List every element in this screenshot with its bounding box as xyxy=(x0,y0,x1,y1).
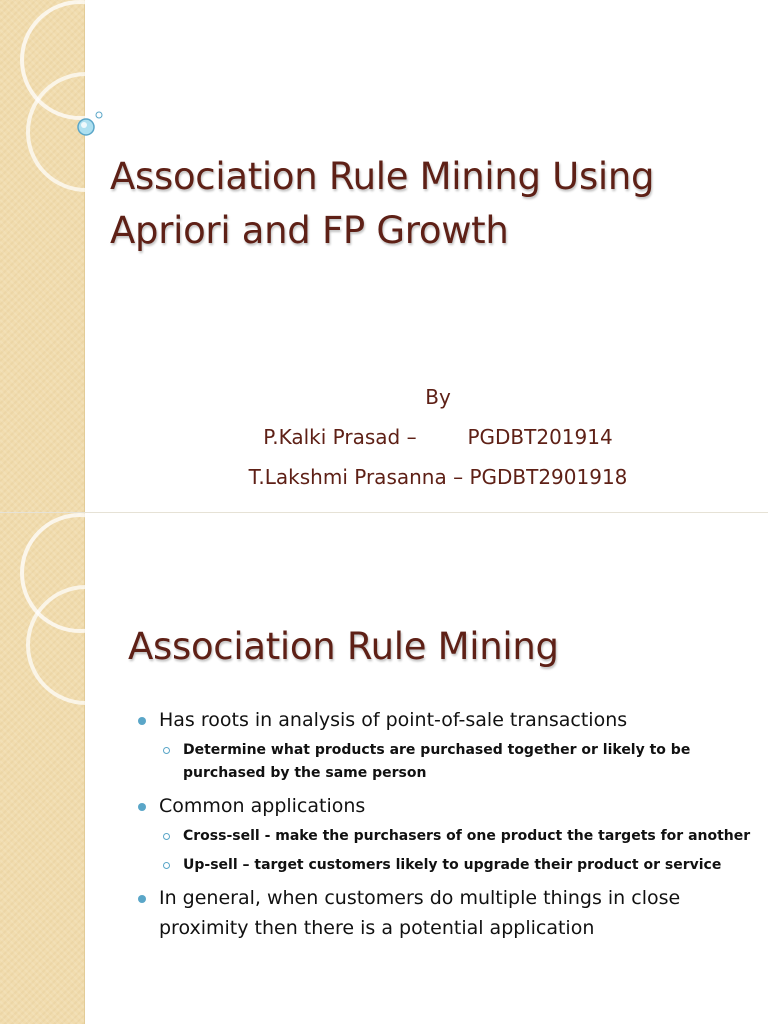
bullet-list xyxy=(138,705,758,947)
bullet-item xyxy=(138,705,758,735)
bullet-dot-icon xyxy=(138,717,146,725)
sub-bullet-item xyxy=(160,825,758,848)
sub-bullet-item xyxy=(160,854,758,877)
decorative-rings-icon xyxy=(0,513,130,733)
author-byline xyxy=(110,377,766,497)
author-2: T.Lakshmi Prasanna – PGDBT2901918 xyxy=(248,465,628,489)
bullet-dot-icon xyxy=(138,895,146,903)
bullet-text: Common applications xyxy=(159,795,366,817)
bullet-text: Has roots in analysis of point-of-sale transactions xyxy=(159,709,628,731)
sub-bullet-ring-icon xyxy=(163,862,170,869)
slide-2 xyxy=(0,512,768,1024)
byline-label: By xyxy=(425,385,451,409)
sub-bullet-ring-icon xyxy=(163,833,170,840)
slide-title: Association Rule Mining xyxy=(128,625,559,668)
sub-bullet-text: Determine what products are purchased together or likely to be purchased by the same person xyxy=(183,742,691,781)
sub-bullet-item xyxy=(160,739,758,785)
sub-bullet-ring-icon xyxy=(163,747,170,754)
author-1: P.Kalki Prasad – PGDBT201914 xyxy=(263,425,613,449)
sub-bullet-text: Up-sell – target customers likely to upgrade their product or service xyxy=(183,857,722,873)
bullet-text: In general, when customers do multiple things in close proximity then there is a potential application xyxy=(159,887,681,939)
slide-title: Association Rule Mining Using Apriori and FP Growth xyxy=(110,155,655,252)
bullet-item xyxy=(138,883,758,943)
bullet-dot-icon xyxy=(138,803,146,811)
sub-bullet-text: Cross-sell - make the purchasers of one product the targets for another xyxy=(183,828,751,844)
bullet-item xyxy=(138,791,758,821)
